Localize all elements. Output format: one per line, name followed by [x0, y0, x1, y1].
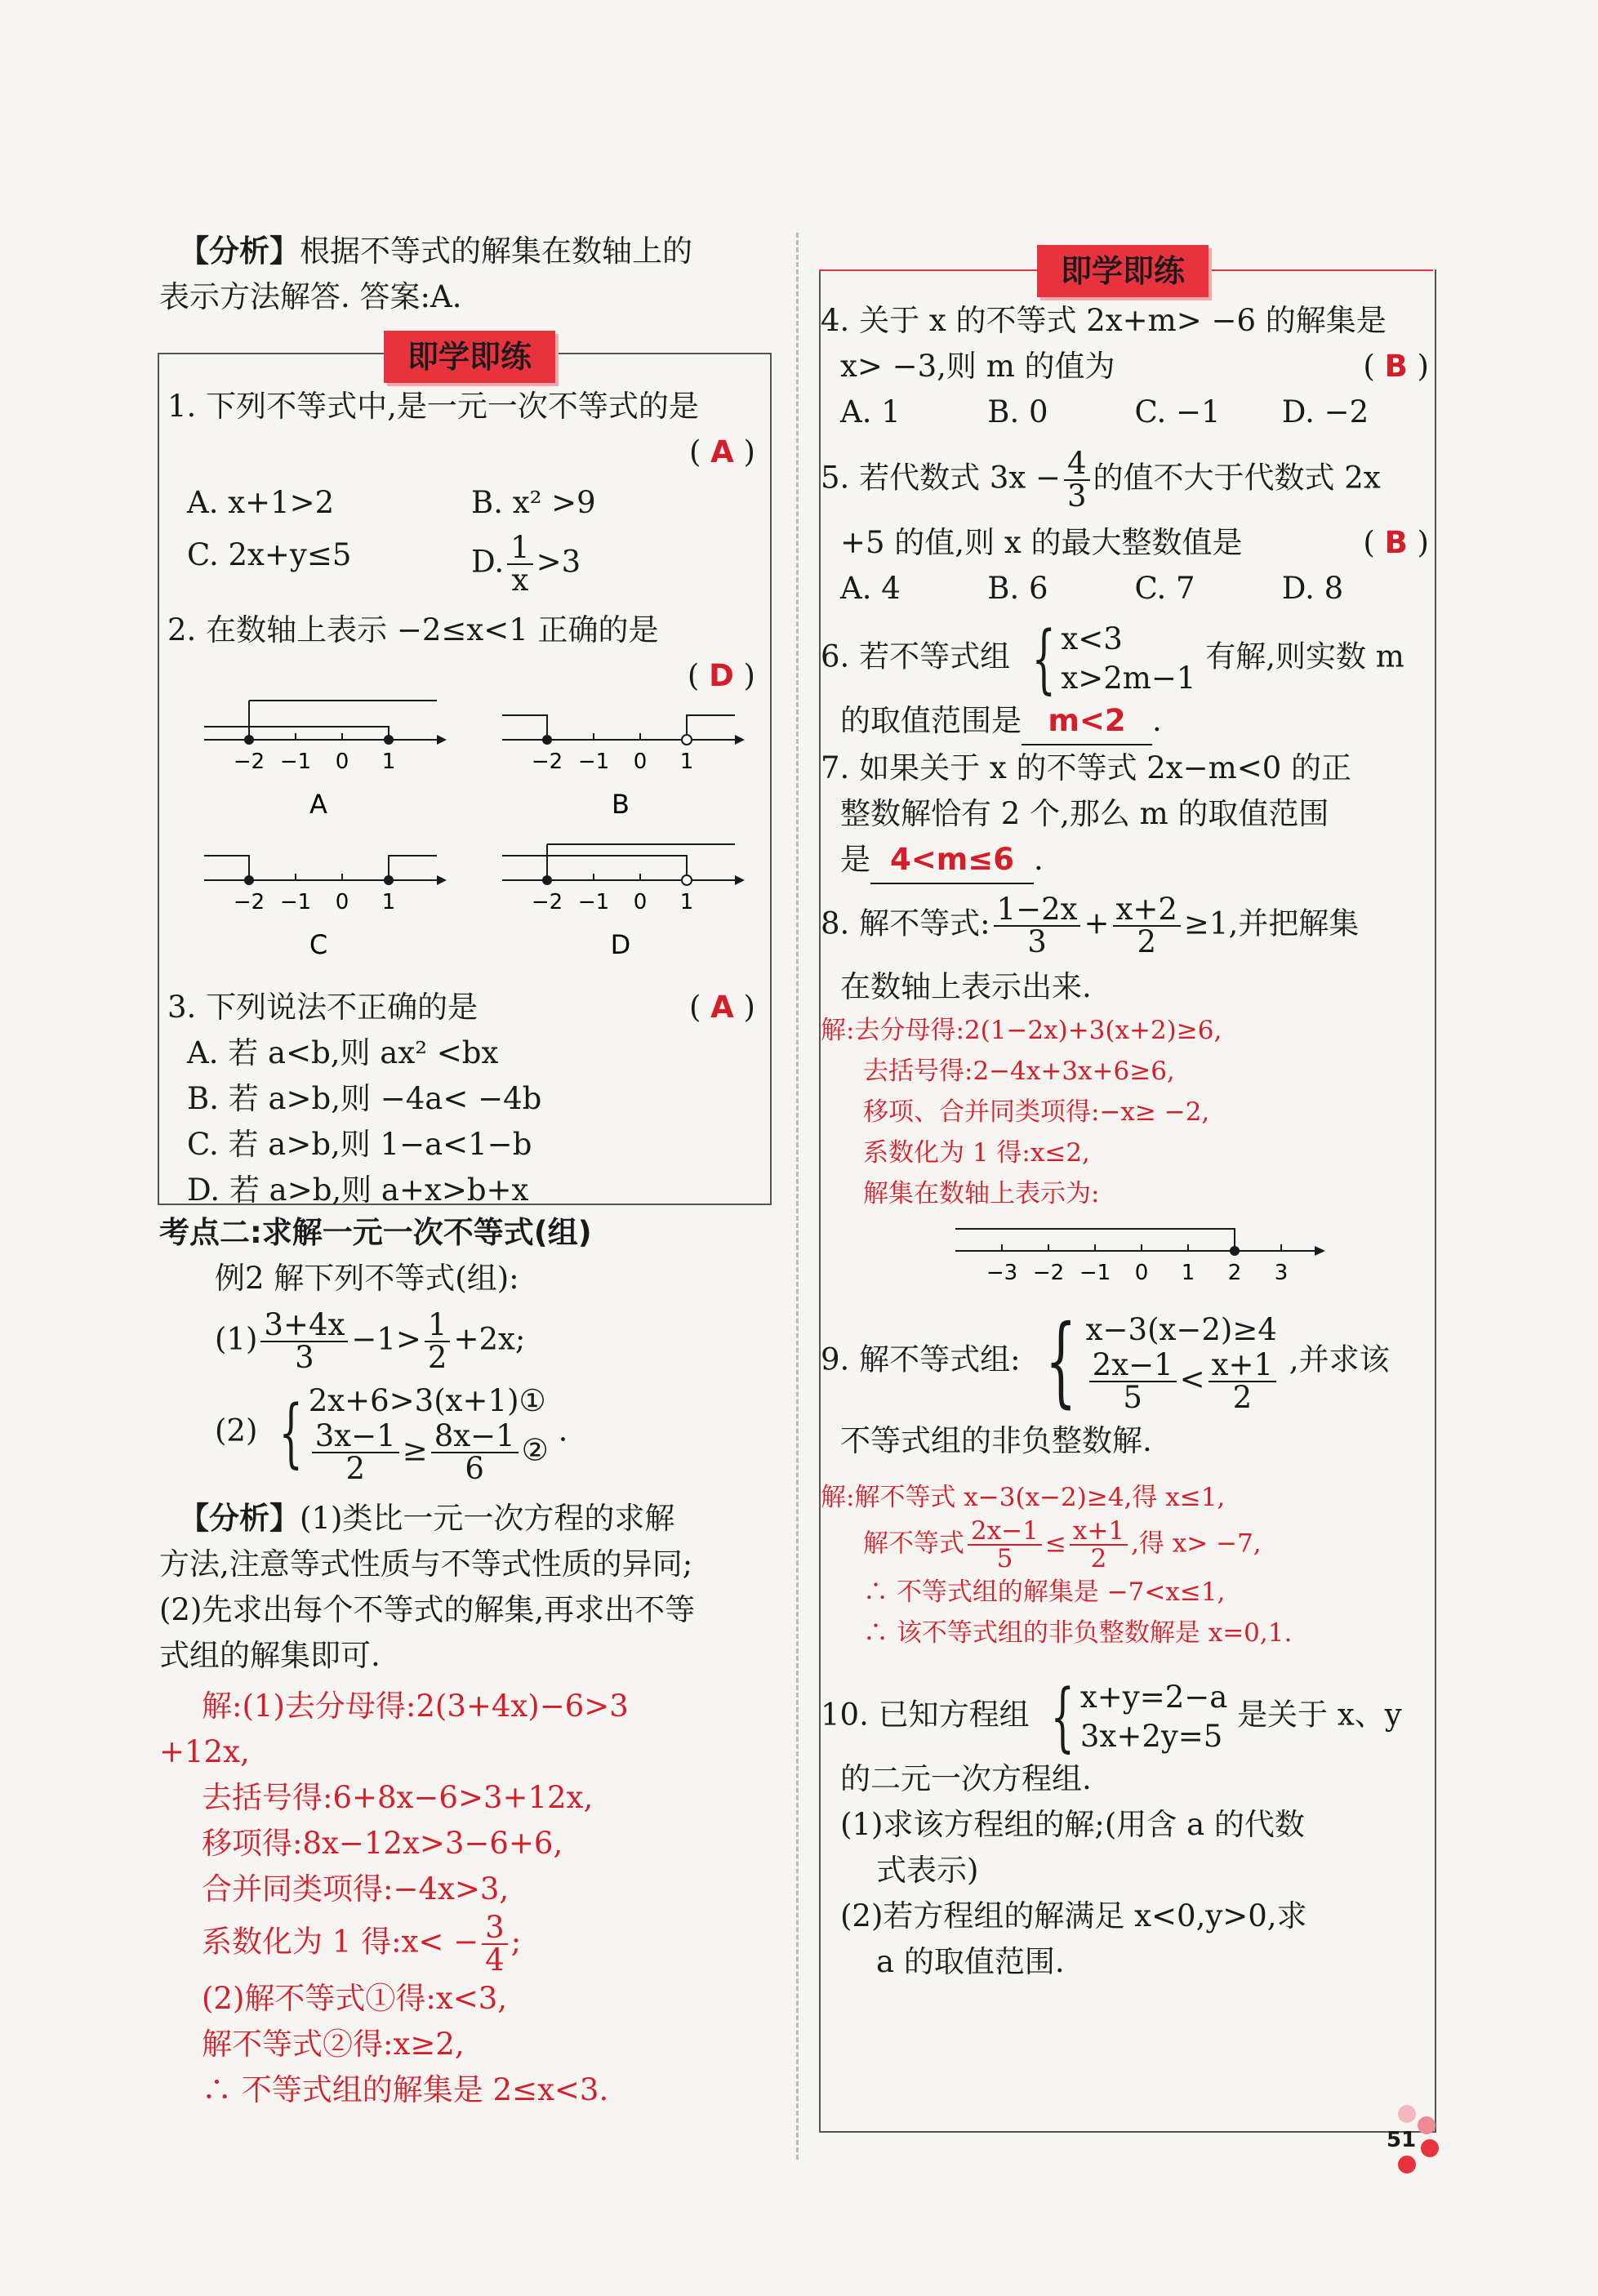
- q4-line-1: 4. 关于 x 的不等式 2x+m> −6 的解集是: [821, 303, 1387, 338]
- example-part-2: (2) { 2x+6>3(x+1)① $\frac{3x-1}{2}$ ≥ $\frac{8x-1}{6}$ ② .: [215, 1383, 568, 1486]
- svg-text:−2: −2: [531, 750, 563, 774]
- q7-answer: 4<m≤6: [870, 837, 1034, 884]
- q1-answer-paren: ( A ): [688, 434, 755, 469]
- q8-line-2: 在数轴上表示出来.: [840, 969, 1092, 1004]
- q1-option-d: D. $\frac{1}{x}$ >3: [471, 530, 581, 598]
- decor-dot: [1398, 2105, 1416, 2123]
- q2-answer: D: [709, 658, 734, 693]
- q2-number-lines: [167, 699, 755, 993]
- numberline-b: [502, 715, 745, 820]
- svg-text:−2: −2: [531, 890, 563, 914]
- left-banner: 即学即练: [384, 331, 555, 383]
- decor-dot: [1421, 2139, 1439, 2157]
- q5-answer: B: [1384, 525, 1408, 560]
- svg-text:C: C: [309, 929, 328, 960]
- svg-text:0: 0: [335, 890, 349, 914]
- q10-line-1: 10. 已知方程组 { x+y=2−a 3x+2y=5 是关于 x、y: [821, 1673, 1402, 1760]
- q1-option-a: A. x+1>2: [187, 485, 335, 520]
- q8-number-line: [821, 1214, 1409, 1288]
- q10-part-1a: (1)求该方程组的解;(用含 a 的代数: [840, 1807, 1305, 1842]
- q7-line-1: 7. 如果关于 x 的不等式 2x−m<0 的正: [821, 750, 1352, 785]
- svg-text:1: 1: [679, 750, 694, 774]
- svg-text:−1: −1: [577, 750, 610, 774]
- q6-line-1: 6. 若不等式组 { x<3 x>2m−1 有解,则实数 m: [821, 615, 1404, 702]
- q6-answer: m<2: [1022, 698, 1152, 745]
- svg-text:−1: −1: [279, 750, 312, 774]
- svg-text:−3: −3: [986, 1261, 1018, 1285]
- analysis2-line-1: 【分析】(1)类比一元一次方程的求解: [179, 1501, 675, 1536]
- q3-answer: A: [710, 990, 734, 1025]
- numberline-d: [502, 844, 745, 960]
- q1-options-row1: [167, 480, 755, 526]
- q1-option-b: B. x² >9: [471, 485, 596, 520]
- left-exercises: [167, 384, 755, 1213]
- svg-text:0: 0: [633, 890, 648, 914]
- analysis2-line-3: (2)先求出每个不等式的解集,再求出不等: [159, 1592, 696, 1627]
- decor-dot: [1398, 2156, 1416, 2174]
- analysis2-line-4: 式组的解集即可.: [159, 1638, 381, 1673]
- analysis-line-2: 表示方法解答. 答案:A.: [159, 279, 462, 314]
- q3-option-b: B. 若 a>b,则 −4a< −4b: [187, 1081, 542, 1116]
- svg-text:−2: −2: [233, 890, 265, 914]
- right-banner: 即学即练: [1037, 245, 1209, 297]
- q1-options-row2: [167, 532, 755, 596]
- svg-text:3: 3: [1274, 1261, 1289, 1285]
- q6-line-2: 的取值范围是 m<2 .: [821, 698, 1429, 745]
- left-lower: [159, 1210, 772, 2113]
- decor-dot: [1418, 2116, 1436, 2134]
- q1-stem: 1. 下列不等式中,是一元一次不等式的是: [167, 389, 699, 424]
- svg-text:0: 0: [633, 750, 648, 774]
- analysis2-line-2: 方法,注意等式性质与不等式性质的异同;: [159, 1546, 693, 1582]
- q7-line-2: 整数解恰有 2 个,那么 m 的取值范围: [840, 796, 1329, 831]
- example-title: 例2 解下列不等式(组):: [215, 1261, 519, 1296]
- example-part-1: (1) $\frac{3+4x}{3}$ −1> $\frac{1}{2}$ +2x;: [215, 1307, 526, 1375]
- svg-text:0: 0: [1134, 1261, 1149, 1285]
- example-solution: 解:(1)去分母得:2(3+4x)−6>3 +12x, 去括号得:6+8x−6>3+12x, 移项得:8x−12x>3−6+6, 合并同类项得:−4x>3, 系数化为 1 得:x< − $\frac{3}{4}$ ; (2)解不等式①得:x<3, 解不等式②得:x≥2, ∴ 不等式组的解集是 2≤x<3.: [159, 1689, 629, 2107]
- svg-text:B: B: [612, 789, 630, 820]
- q7-line-3: 是 4<m≤6 .: [821, 837, 1429, 884]
- q5-line-2: +5 的值,则 x 的最大整数值是 ( B ): [840, 525, 1429, 560]
- svg-text:1: 1: [679, 890, 694, 914]
- svg-text:2: 2: [1227, 1261, 1242, 1285]
- q2-answer-paren: ( D ): [687, 658, 755, 693]
- analysis-line-1: 【分析】根据不等式的解集在数轴上的: [179, 234, 692, 269]
- q10-part-1b: 式表示): [876, 1853, 979, 1888]
- left-column: [159, 229, 772, 320]
- svg-text:−2: −2: [1032, 1261, 1065, 1285]
- page-number: 51: [1387, 2128, 1417, 2152]
- q1-answer: A: [710, 434, 734, 469]
- q5-options: A. 4 B. 6 C. 7 D. 8: [840, 571, 1344, 606]
- numberline-c: [204, 856, 447, 960]
- svg-text:D: D: [610, 929, 631, 960]
- q9-line-1: 9. 解不等式组: { x−3(x−2)≥4 $\frac{2x-1}{5}$ < $\frac{x+1}{2}$ ,并求该: [821, 1305, 1390, 1418]
- q2-stem: 2. 在数轴上表示 −2≤x<1 正确的是: [167, 612, 659, 647]
- svg-text:1: 1: [381, 750, 396, 774]
- q10-line-2: 的二元一次方程组.: [840, 1761, 1092, 1796]
- svg-text:−1: −1: [279, 890, 312, 914]
- q8-solution: 解:去分母得:2(1−2x)+3(x+2)≥6, 去括号得:2−4x+3x+6≥6, 移项、合并同类项得:−x≥ −2, 系数化为 1 得:x≤2, 解集在数轴上表示为:: [821, 1016, 1222, 1208]
- q8-line-1: 8. 解不等式: $\frac{1-2x}{3}$ + $\frac{x+2}{2}$ ≥1,并把解集: [821, 892, 1360, 959]
- numberline-a: [204, 701, 447, 820]
- q5-line-1: 5. 若代数式 3x − $\frac{4}{3}$ 的值不大于代数式 2x: [821, 446, 1381, 514]
- right-exercises: [821, 298, 1429, 1985]
- q3-option-c: C. 若 a>b,则 1−a<1−b: [187, 1127, 532, 1162]
- q10-part-2b: a 的取值范围.: [876, 1944, 1065, 1979]
- svg-text:0: 0: [335, 750, 349, 774]
- svg-text:1: 1: [381, 890, 396, 914]
- svg-text:1: 1: [1181, 1261, 1195, 1285]
- column-divider: [796, 233, 799, 2160]
- q3-stem: 3. 下列说法不正确的是 ( A ): [167, 990, 755, 1025]
- q3-option-a: A. 若 a<b,则 ax² <bx: [187, 1035, 499, 1070]
- q9-solution: 解:解不等式 x−3(x−2)≥4,得 x≤1, 解不等式 $\frac{2x-1}{5}$ ≤ $\frac{x+1}{2}$ ,得 x> −7, ∴ 不等式组的解集是 −7<x≤1, ∴ 该不等式组的非负整数解是 x=0,1.: [821, 1483, 1293, 1648]
- q1-option-c: C. 2x+y≤5: [187, 537, 352, 572]
- section-heading: 考点二:求解一元一次不等式(组): [159, 1215, 592, 1250]
- q10-part-2a: (2)若方程组的解满足 x<0,y>0,求: [840, 1898, 1307, 1933]
- q4-options: A. 1 B. 0 C. −1 D. −2: [840, 394, 1369, 429]
- q4-answer: B: [1384, 349, 1408, 384]
- q9-line-2: 不等式组的非负整数解.: [840, 1423, 1152, 1458]
- svg-text:A: A: [309, 789, 327, 820]
- q4-line-2: x> −3,则 m 的值为 ( B ): [840, 349, 1429, 384]
- svg-text:−1: −1: [1079, 1261, 1111, 1285]
- q3-option-d: D. 若 a>b,则 a+x>b+x: [187, 1172, 529, 1208]
- svg-text:−1: −1: [577, 890, 610, 914]
- svg-text:−2: −2: [233, 750, 265, 774]
